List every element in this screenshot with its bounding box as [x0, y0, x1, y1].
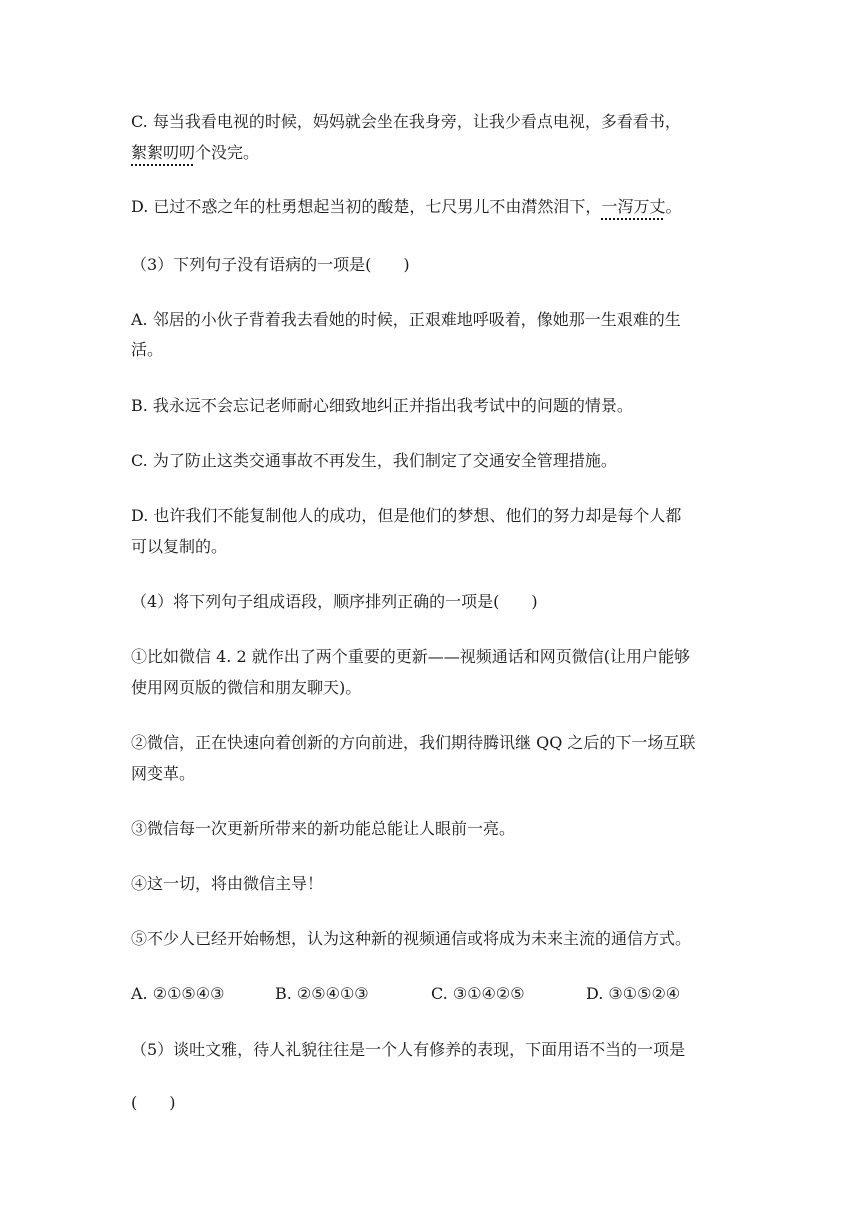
- q2-option-d-end: 。: [665, 197, 682, 216]
- q3-stem: （3）下列句子没有语病的一项是( ): [131, 255, 410, 274]
- q5-answer-blank: ( ): [131, 1093, 176, 1112]
- q3-option-a-line1: A. 邻居的小伙子背着我去看她的时候，正艰难地呼吸着，像她那一生艰难的生: [131, 310, 681, 329]
- q2-option-c-line1: C. 每当我看电视的时候，妈妈就会坐在我身旁，让我少看点电视，多看看书，: [131, 112, 681, 131]
- q2-option-d-text: D. 已过不惑之年的杜勇想起当初的酸楚，七尺男儿不由潸然泪下，: [131, 197, 602, 216]
- q3-option-b: B. 我永远不会忘记老师耐心细致地纠正并指出我考试中的问题的情景。: [131, 396, 633, 415]
- q3-option-a-line2: 活。: [131, 340, 164, 359]
- q4-sentence-2-line2: 网变革。: [131, 764, 196, 783]
- q2-option-d: [131, 197, 731, 217]
- q2-option-c-line2-rest: 个没完。: [195, 143, 260, 162]
- q3-option-d-line1: D. 也许我们不能复制他人的成功，但是他们的梦想、他们的努力却是每个人都: [131, 506, 682, 525]
- q4-sentence-1-line1: ①比如微信 4. 2 就作出了两个重要的更新——视频通话和网页微信(让用户能够: [131, 647, 690, 666]
- q4-option-c: C. ③①④②⑤: [431, 984, 525, 1003]
- q2-option-c-line2: [131, 143, 731, 163]
- q4-sentence-5: ⑤不少人已经开始畅想，认为这种新的视频通信或将成为未来主流的通信方式。: [131, 929, 692, 948]
- q4-sentence-3: ③微信每一次更新所带来的新功能总能让人眼前一亮。: [131, 819, 516, 838]
- q4-sentence-2-line1: ②微信，正在快速向着创新的方向前进，我们期待腾讯继 QQ 之后的下一场互联: [131, 733, 696, 752]
- q5-stem: （5）谈吐文雅，待人礼貌往往是一个人有修养的表现，下面用语不当的一项是: [131, 1040, 686, 1059]
- emphasis-dotted-text: 一泻万丈: [601, 197, 666, 216]
- q4-option-a: A. ②①⑤④③: [131, 984, 225, 1003]
- q4-stem: （4）将下列句子组成语段，顺序排列正确的一项是( ): [131, 592, 538, 611]
- q3-option-c: C. 为了防止这类交通事故不再发生，我们制定了交通安全管理措施。: [131, 451, 617, 470]
- q4-sentence-1-line2: 使用网页版的微信和朋友聊天)。: [131, 678, 362, 697]
- q4-sentence-4: ④这一切，将由微信主导！: [131, 874, 324, 893]
- q3-option-d-line2: 可以复制的。: [131, 537, 228, 556]
- emphasis-dotted-text: 絮絮叨叨: [131, 143, 196, 162]
- q4-option-b: B. ②⑤④①③: [275, 984, 369, 1003]
- q4-option-d: D. ③①⑤②④: [586, 984, 681, 1003]
